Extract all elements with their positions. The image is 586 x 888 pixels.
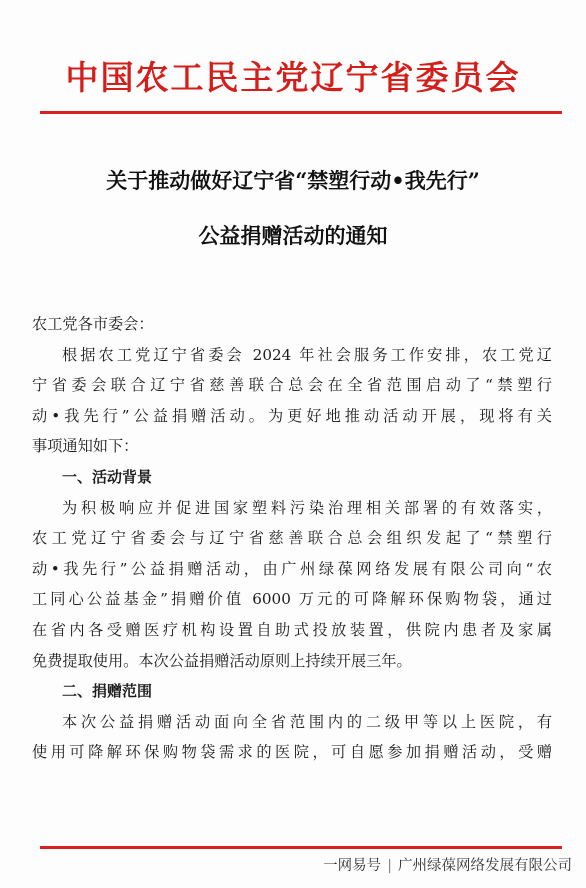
body-line: 本次公益捐赠活动面向全省范围内的二级甲等以上医院，有 [62, 712, 552, 731]
body-line: 根据农工党辽宁省委会 2024 年社会服务工作安排，农工党辽 [62, 345, 552, 364]
letterhead-red-rule [40, 111, 562, 114]
body-line: 动•我先行”公益捐赠活动。为更好地推动活动开展，现将有关 [32, 406, 552, 425]
section-heading-scope: 二、捐赠范围 [62, 682, 153, 701]
notice-body [32, 309, 552, 768]
salutation: 农工党各市委会： [32, 315, 154, 333]
body-line: 宁省委会联合辽宁省慈善联合总会在全省范围启动了“禁塑行 [32, 376, 552, 395]
body-line: 在省内各受赠医疗机构设置自助式投放装置，供院内患者及家属 [32, 620, 552, 639]
body-line: 使用可降解环保购物袋需求的医院，可自愿参加捐赠活动，受赠 [32, 743, 552, 762]
watermark-separator: | [387, 858, 392, 874]
footer-red-rule [40, 846, 562, 849]
watermark-company: 广州绿葆网络发展有限公司 [398, 858, 572, 874]
notice-title-line-1: 关于推动做好辽宁省“禁塑行动•我先行” [106, 168, 480, 193]
source-watermark [323, 854, 572, 878]
body-line: 免费提取使用。本次公益捐赠活动原则上持续开展三年。 [32, 651, 412, 670]
section-heading-background: 一、活动背景 [62, 467, 153, 486]
body-line: 动•我先行”公益捐赠活动，由广州绿葆网络发展有限公司向“农 [32, 559, 552, 578]
watermark-source: 一网易号 [323, 858, 382, 874]
letterhead-title: 中国农工民主党辽宁省委员会 [65, 58, 521, 97]
body-line: 农工党辽宁省委会与辽宁省慈善联合总会组织发起了“禁塑行 [32, 529, 552, 548]
body-line: 工同心公益基金”捐赠价值 6000 万元的可降解环保购物袋，通过 [32, 590, 552, 609]
body-line: 事项通知如下： [32, 437, 139, 456]
body-line: 为积极响应并促进国家塑料污染治理相关部署的有效落实， [62, 498, 552, 517]
notice-title-line-2: 公益捐赠活动的通知 [198, 223, 388, 248]
